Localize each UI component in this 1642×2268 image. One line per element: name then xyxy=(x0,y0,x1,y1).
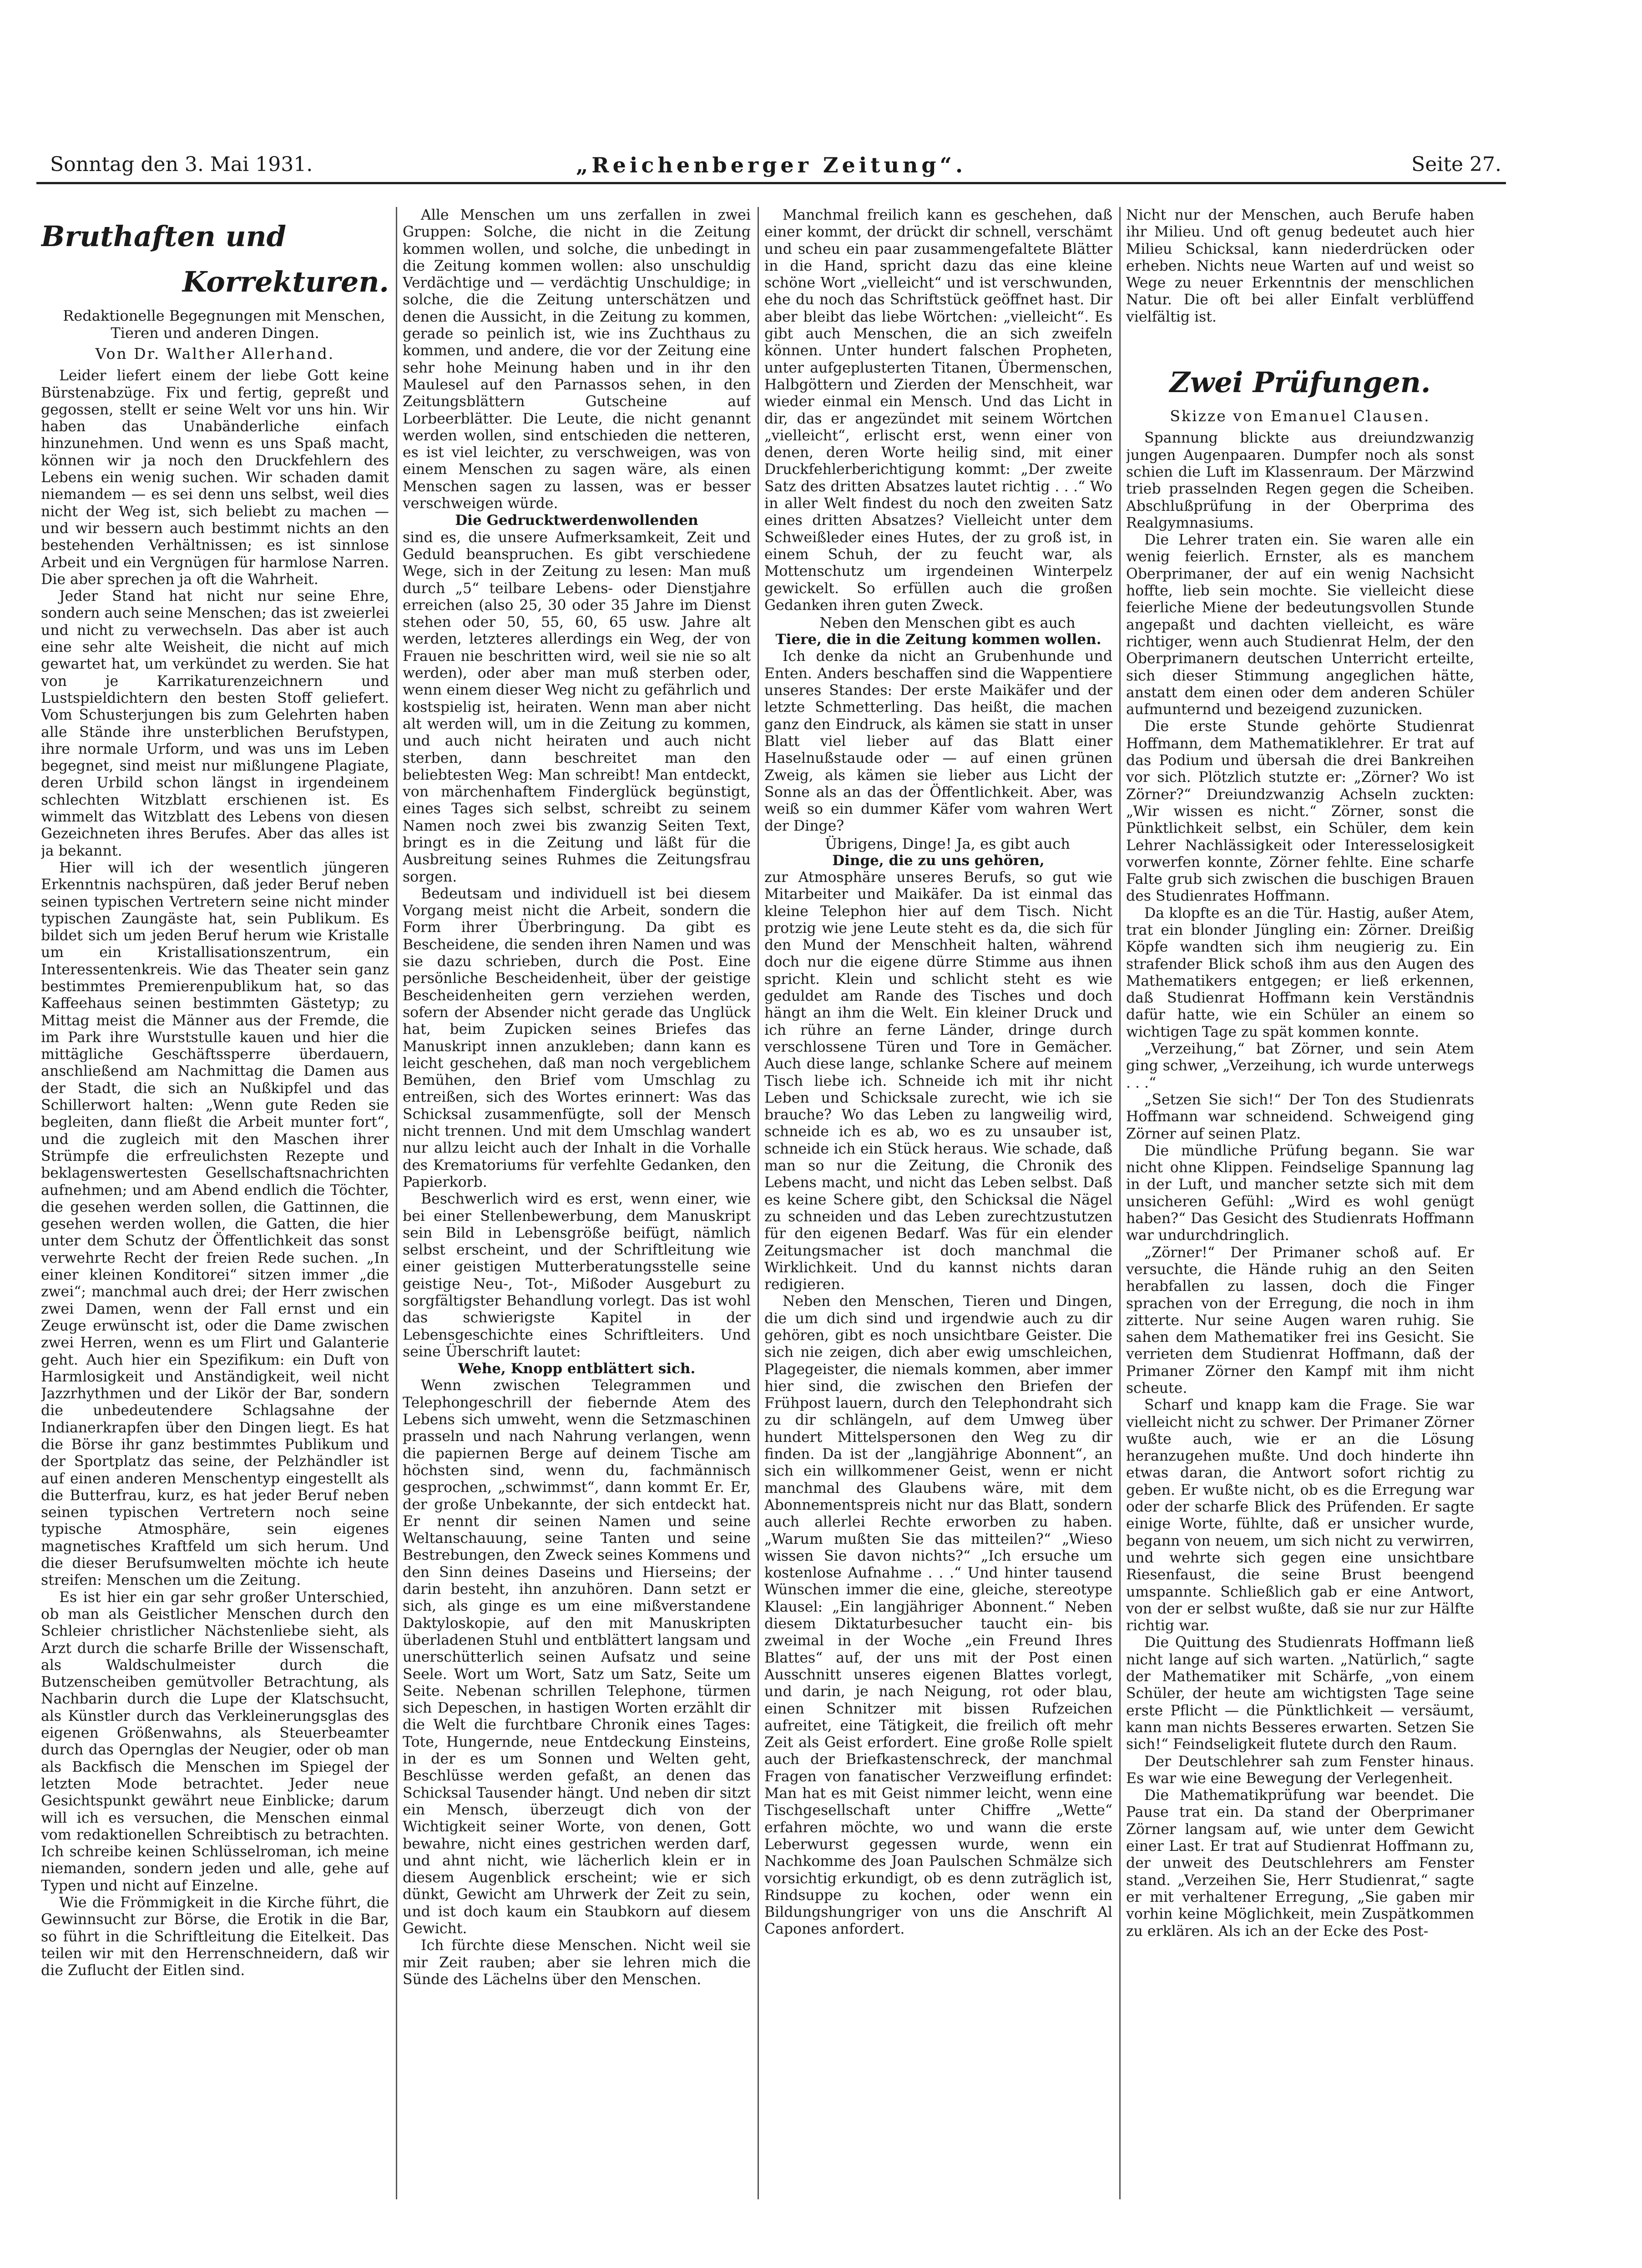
paragraph: Manchmal freilich kann es geschehen, daß einer kommt, der drückt dir schnell, verschämt und scheu ein paar zusammengefaltete Blätter in die Hand, spricht dazu das eine kleine schöne Wort „vielleicht“ und ist verschwunden, ehe du noch das Schriftstück geöffnet hast. Dir aber bleibt das liebe Wörtchen: „vielleicht“. Es gibt auch Menschen, die an sich zweifeln können. Unter hundert falschen Propheten, unter aufgeplusterten Titanen, Übermenschen, Halbgöttern und Zierden der Menschheit, war wieder einmal ein Mensch. Und das Licht in dir, das er angezündet mit seinem Wörtchen „vielleicht“, erlischt erst, wenn einer von denen, deren Worte heilig sind, mit einer Druckfehlerberichtigung kommt: „Der zweite Satz des dritten Absatzes lautet richtig . . .“ Wo in aller Welt findest du noch den zweiten Satz eines dritten Absatzes? Vielleicht unter dem Schweißleder eines Hutes, der zu groß ist, in einem Schuh, der zu feucht war, als Mottenschutz um irgendeinen Winterpelz gewickelt. So erfüllen auch die großen Gedanken ihren guten Zweck. xyxy=(764,207,1112,614)
header-date: Sonntag den 3. Mai 1931. xyxy=(50,153,313,176)
paragraph: Scharf und knapp kam die Frage. Sie war vielleicht nicht zu schwer. Der Primaner Zörner wußte auch, wie er an die Lösung heranzugehen mußte. Und doch hinderte ihn etwas daran, die Antwort sofort richtig zu geben. Er wußte nicht, ob es die Erregung war oder der scharfe Blick des Prüfenden. Er sagte einige Worte, fühlte, daß er unsicher wurde, begann von neuem, um sich nicht zu verwirren, und wehrte sich gegen eine unsichtbare Riesenfaust, die seine Brust beengend umspannte. Schließlich gab er eine Antwort, von der er selbst wußte, daß sie nur zur Hälfte richtig war. xyxy=(1126,1397,1474,1634)
header-page-number: Seite 27. xyxy=(1411,153,1501,176)
column-rule xyxy=(396,207,397,2199)
paragraph: Hier will ich der wesentlich jüngeren Erkenntnis nachspüren, daß jeder Beruf neben seinen typischen Vertretern seine nicht minder typischen Zaungäste hat, sein Publikum. Es bildet sich um jeden Beruf herum wie Kristalle um ein Kristallisationszentrum, ein Interessentenkreis. Wie das Theater sein ganz bestimmtes Premierenpublikum hat, so das Kaffeehaus seinen bestimmten Gästetyp; zu Mittag meist die Männer aus der Fremde, die im Park ihre Wurststulle kauen und hier die mittägliche Geschäftssperre überdauern, anschließend am Nachmittag die Damen aus der Stadt, die sich an Nußkipfel und das Schillerwort halten: „Wenn gute Reden sie begleiten, dann fließt die Arbeit munter fort“, und die zugleich mit den Maschen ihrer Strümpfe die erfreulichsten Rezepte und beklagenswertesten Gesellschaftsnachrichten aufnehmen; und am Abend endlich die Töchter, die gesehen werden sollen, die Gattinnen, die gesehen werden wollen, die Gatten, die hier unter dem Schutz der Öffentlichkeit das sonst verwehrte Recht der freien Rede suchen. „In einer kleinen Konditorei“ sitzen immer „die zwei“; manchmal auch drei; der Herr zwischen zwei Damen, wenn der Fall ernst und ein Zeuge erwünscht ist, oder die Dame zwischen zwei Herren, wenn es um Flirt und Galanterie geht. Auch hier ein Spezifikum: ein Duft von Harmlosigkeit und Anständigkeit, weil nicht Jazzrhythmen und der Likör der Bar, sondern die unbedeutendere Schlagsahne der Indianerkrapfen über den Dingen liegt. Es hat die Börse ihr ganz bestimmtes Publikum und der Sportplatz das seine, der Pelzhändler ist auf einen anderen Menschentyp eingestellt als die Butterfrau, kurz, es hat jeder Beruf neben seinen typischen Vertretern noch seine typische Atmosphäre, sein eigenes magnetisches Kraftfeld um sich herum. Und die dieser Berufsumwelten möchte ich heute streifen: Menschen um die Zeitung. xyxy=(41,859,389,1589)
header-title: „Reichenberger Zeitung“. xyxy=(576,153,967,177)
column-rule xyxy=(1119,207,1121,2199)
section-heading: Wehe, Knopp entblättert sich. xyxy=(458,1361,696,1377)
column-4 xyxy=(1126,207,1474,2208)
paragraph: Die mündliche Prüfung begann. Sie war nicht ohne Klippen. Feindselige Spannung lag in der Luft, und mancher setzte sich mit dem unsicheren Gefühl: „Wird es wohl genügt haben?“ Das Gesicht des Studienrats Hoffmann war undurchdringlich. xyxy=(1126,1142,1474,1244)
paragraph: Es ist hier ein gar sehr großer Unterschied, ob man als Geistlicher Menschen durch den Schleier christlicher Nächstenliebe sieht, als Arzt durch die scharfe Brille der Wissenschaft, als Waldschulmeister durch die Butzenscheiben gemütvoller Betrachtung, als Nachbarin durch die Lupe der Klatschsucht, als Künstler durch das Verkleinerungsglas des eigenen Größenwahns, als Steuerbeamter durch das Opernglas der Neugier, oder ob man als Backfisch die Menschen im Spiegel der letzten Mode betrachtet. Jeder neue Gesichtspunkt gewährt neue Einblicke; darum will ich es versuchen, die Menschen einmal vom redaktionellen Schreibtisch zu betrachten. Ich schreibe keinen Schlüsselroman, ich meine niemanden, sondern jeden und alle, gehe auf Typen und nicht auf Einzelne. xyxy=(41,1589,389,1894)
paragraph: „Setzen Sie sich!“ Der Ton des Studienrats Hoffmann war schneidend. Schweigend ging Zörner auf seinen Platz. xyxy=(1126,1091,1474,1142)
section-heading: Die Gedrucktwerdenwollenden xyxy=(455,512,698,529)
article-title-line1: Bruthaften und xyxy=(41,220,286,253)
paragraph: Die erste Stunde gehörte Studienrat Hoffmann, dem Mathematiklehrer. Er trat auf das Podium und übersah die drei Bankreihen vor sich. Plötzlich stutzte er: „Zörner? Wo ist Zörner?“ Dreiundzwanzig Achseln zuckten: „Wir wissen es nicht.“ Zörner, sonst die Pünktlichkeit selbst, ein Schüler, dem kein Lehrer Nachlässigkeit oder Interesselosigkeit vorwerfen konnte, Zörner fehlte. Eine scharfe Falte grub sich zwischen die buschigen Brauen des Studienrates Hoffmann. xyxy=(1126,718,1474,905)
paragraph: sind es, die unsere Aufmerksamkeit, Zeit und Geduld beanspruchen. Es gibt verschiedene Wege, sich in der Zeitung zu lesen: Man muß durch „5“ teilbare Lebens- oder Dienstjahre erreichen (also 25, 30 oder 35 Jahre im Dienst stehen oder 50, 55, 60, 65 usw. Jahre alt werden, letzteres allerdings ein Weg, der von Frauen nie beschritten wird, weil sie nie so alt werden), oder aber man muß sterben oder, wenn einem dieser Weg nicht zu gefährlich und kostspielig ist, heiraten. Wenn man aber nicht alt werden will, um in die Zeitung zu kommen, und auch nicht heiraten und auch nicht sterben, dann beschreitet man den beliebtesten Weg: Man schreibt! Man entdeckt, von märchenhaftem Finderglück begünstigt, eines Tages sich selbst, schreibt zu seinem Namen noch zwei bis zwanzig Seiten Text, bringt es in die Zeitung und läßt für die Ausbreitung seines Ruhmes die Zeitungsfrau sorgen. xyxy=(403,529,751,885)
article-subtitle: Redaktionelle Begegnungen mit Menschen, Tieren und anderen Dingen. xyxy=(63,307,385,342)
section-heading: Dinge, die zu uns gehören, xyxy=(832,852,1045,869)
column-3 xyxy=(764,207,1112,2208)
paragraph: Beschwerlich wird es erst, wenn einer, wie bei einer Stellenbewerbung, dem Manuskript sein Bild in Lebensgröße beifügt, nämlich selbst erscheint, und der Schriftleitung wie einer geistigen Mutterberatungsstelle seine geistige Neu-, Tot-, Mißoder Ausgeburt zu sorgfältigster Behandlung vorlegt. Das ist wohl das schwierigste Kapitel in der Lebensgeschichte eines Schriftleiters. Und seine Überschrift lautet: xyxy=(403,1191,751,1360)
paragraph: Neben den Menschen, Tieren und Dingen, die um dich sind und irgendwie auch zu dir gehören, gibt es noch unsichtbare Geister. Die sich nie zeigen, dich aber ewig umschleichen, Plagegeister, die niemals kommen, aber immer hier sind, die zwischen den Briefen der Frühpost lauern, durch den Telephondraht sich zu dir schlängeln, auf dem Umweg über hundert Mittelspersonen den Weg zu dir finden. Da ist der „langjährige Abonnent“, an sich ein willkommener Geist, wenn er nicht manchmal des Glaubens wäre, mit dem Abonnementspreis nicht nur das Blatt, sondern auch allerlei Rechte erworben zu haben. „Warum mußten Sie das mitteilen?“ „Wieso wissen Sie davon nichts?“ „Ich ersuche um kostenlose Aufnahme . . .“ Und hinter tausend Wünschen immer die eine, gleiche, stereotype Klausel: „Ein langjähriger Abonnent.“ Neben diesem Diktaturbesucher taucht ein- bis zweimal in der Woche „ein Freund Ihres Blattes“ auf, der uns mit der Post einen Ausschnitt unseres eigenen Blattes vorlegt, und darin, je nach Neigung, rot oder blau, einen Schnitzer mit bissen Rufzeichen aufreitet, eine Tätigkeit, die freilich oft mehr Zeit als Geist erfordert. Eine große Rolle spielt auch der Briefkastenschreck, der manchmal Fragen von fanatischer Verzweiflung erfindet: Man hat es mit Geist nimmer leicht, wenn eine Tischgesellschaft unter Chiffre „Wette“ erfahren möchte, wo und wann die erste Leberwurst gegessen wurde, wenn ein Nachkomme des Joan Paulschen Schmälze sich vorsichtig erkundigt, ob es denn zuträglich ist, Rindsuppe zu kochen, oder wenn ein Bildungshungriger von uns die Anschrift Al Capones anfordert. xyxy=(764,1293,1112,1938)
paragraph: Nicht nur der Menschen, auch Berufe haben ihr Milieu. Und oft genug bedeutet auch hier Milieu Schicksal, kann niederdrücken oder erheben. Nichts neue Warten auf und weist so Wege zu neuer Erkenntnis der menschlichen Natur. Die oft bei aller Einfalt verblüffend vielfältig ist. xyxy=(1126,207,1474,325)
paragraph: Wie die Frömmigkeit in die Kirche führt, die Gewinnsucht zur Börse, die Erotik in die Bar, so führt in die Schriftleitung die Eitelkeit. Das teilen wir mit den Herrenschneidern, daß wir die Zuflucht der Eitlen sind. xyxy=(41,1895,389,1979)
paragraph: Jeder Stand hat nicht nur seine Ehre, sondern auch seine Menschen; das ist zweierlei und nicht zu verwechseln. Das aber ist auch eine sehr alte Weisheit, die nicht auf mich gewartet hat, um verkündet zu werden. Sie hat von je Karrikaturenzeichnern und Lustspieldichtern den besten Stoff geliefert. Vom Schusterjungen bis zum Gelehrten haben alle Stände ihre unsterblichen Berufstypen, ihre normale Urform, und was uns im Leben begegnet, sind meist nur mißlungene Plagiate, deren Urbild schon längst in irgendeinem schlechten Witzblatt erschienen ist. Es wimmelt das Witzblatt des Lebens von diesen Gezeichneten ihres Berufes. Aber das alles ist ja bekannt. xyxy=(41,588,389,859)
section-lead: Übrigens, Dinge! Ja, es gibt auch xyxy=(825,835,1070,852)
paragraph: Wenn zwischen Telegrammen und Telephongeschrill der fiebernde Atem des Lebens sich umweht, wenn die Setzmaschinen prasseln und nach Nahrung verlangen, wenn die papiernen Berge auf deinem Tische am höchsten sind, wenn du, fachmännisch gesprochen, „schwimmst“, dann kommt Er. Er, der große Unbekannte, der sich entdeckt hat. Er nennt dir seinen Namen und seine Weltanschauung, seine Tanten und seine Bestrebungen, den Zweck seines Kommens und den Sinn deines Daseins und Hierseins; der darin besteht, ihn anzuhören. Dann setzt er sich, als ginge es um eine mißverstandene Daktyloskopie, auf den mit Manuskripten überladenen Stuhl und entblättert langsam und unerschütterlich seinen Aufsatz und seine Seele. Wort um Wort, Satz um Satz, Seite um Seite. Nebenan schrillen Telephone, türmen sich Depeschen, in hastigen Worten erzählt dir die Welt die furchtbare Chronik eines Tages: Tote, Hungernde, neue Entdeckung Einsteins, in der es um Sonnen und Welten geht, Beschlüsse werden gefaßt, an denen das Schicksal Tausender hängt. Und neben dir sitzt ein Mensch, überzeugt dich von der Wichtigkeit seiner Worte, von denen, Gott bewahre, nicht eines gestrichen werden darf, und ahnt nicht, wie lächerlich klein er in diesem Augenblick erscheint; wie er sich dünkt, Gewicht am Uhrwerk der Zeit zu sein, und ist doch kaum ein Staubkorn auf diesem Gewicht. xyxy=(403,1377,751,1937)
paragraph: Die Mathematikprüfung war beendet. Die Pause trat ein. Da stand der Oberprimaner Zörner langsam auf, wie unter dem Gewicht einer Last. Er trat auf Studienrat Hoffmann zu, der unweit des Deutschlehrers am Fenster stand. „Verzeihen Sie, Herr Studienrat,“ sagte er mit verhaltener Erregung, „Sie gaben mir vorhin keine Möglichkeit, mein Zuspätkommen zu erklären. Als ich an der Ecke des Post- xyxy=(1126,1787,1474,1940)
column-rule xyxy=(758,207,759,2199)
paragraph: Die Quittung des Studienrats Hoffmann ließ nicht lange auf sich warten. „Natürlich,“ sagte der Mathematiker mit Schärfe, „von einem Schüler, der heute am wichtigsten Tage seine erste Pflicht — die Pünktlichkeit — versäumt, kann man nichts Besseres erwarten. Setzen Sie sich!“ Feindseligkeit flutete durch den Raum. xyxy=(1126,1634,1474,1753)
paragraph: „Verzeihung,“ bat Zörner, und sein Atem ging schwer, „Verzeihung, ich wurde unterwegs . . .“ xyxy=(1126,1041,1474,1091)
article-byline: Von Dr. Walther Allerhand. xyxy=(95,345,335,363)
paragraph: Bedeutsam und individuell ist bei diesem Vorgang meist nicht die Arbeit, sondern die Form ihrer Überbringung. Da gibt es Bescheidene, die senden ihren Namen und was sie dazu schrieben, durch die Post. Eine persönliche Bescheidenheit, über der geistige Bescheidenheiten gern verziehen werden, sofern der Absender nicht gerade das Unglück hat, beim Zupicken seines Briefes das Manuskript innen anzukleben; dann kann es leicht geschehen, daß man noch vergeblichem Bemühen, den Brief vom Umschlag zu entreißen, sich des Wortes erinnert: Was das Schicksal zusammenfügte, soll der Mensch nicht trennen. Und mit dem Umschlag wandert nur allzu leicht auch der Inhalt in die Vorhalle des Krematoriums für verfehlte Gedanken, den Papierkorb. xyxy=(403,885,751,1190)
paragraph: „Zörner!“ Der Primaner schoß auf. Er versuchte, die Hände ruhig an den Seiten herabfallen zu lassen, doch die Finger sprachen von der Erregung, die noch in ihm zitterte. Nur seine Augen waren ruhig. Sie sahen dem Mathematiker frei ins Gesicht. Sie verrieten dem Studienrat Hoffmann, daß der Primaner Zörner den Kampf mit ihm nicht scheute. xyxy=(1126,1244,1474,1396)
paragraph: Da klopfte es an die Tür. Hastig, außer Atem, trat ein blonder Jüngling ein: Zörner. Dreißig Köpfe wandten sich ihm neugierig zu. Ein strafender Blick schoß ihm aus den Augen des Mathematikers entgegen; er ließ erkennen, daß Studienrat Hoffmann kein Verständnis dafür hatte, wie ein Schüler an einem so wichtigen Tage zu spät kommen konnte. xyxy=(1126,905,1474,1040)
paragraph: Der Deutschlehrer sah zum Fenster hinaus. Es war wie eine Bewegung der Verlegenheit. xyxy=(1126,1753,1474,1787)
story-title: Zwei Prüfungen. xyxy=(1169,366,1431,399)
column-1 xyxy=(41,207,389,2208)
section-heading: Tiere, die in die Zeitung kommen wollen. xyxy=(775,631,1101,648)
section-lead: Neben den Menschen gibt es auch xyxy=(819,614,1076,632)
paragraph: Ich fürchte diese Menschen. Nicht weil sie mir Zeit rauben; aber sie lehren mich die Sünde des Lächelns über den Menschen. xyxy=(403,1937,751,1988)
paragraph: Spannung blickte aus dreiundzwanzig jungen Augenpaaren. Dumpfer noch als sonst schien die Luft im Klassenraum. Der Märzwind trieb prasselnden Regen gegen die Scheiben. Abschlußprüfung in der Oberprima des Realgymnasiums. xyxy=(1126,430,1474,531)
paragraph: zur Atmosphäre unseres Berufs, so gut wie Mitarbeiter und Maikäfer. Da ist einmal das kleine Telephon hier auf dem Tisch. Nicht protzig wie jene Leute steht es da, die sich für den Mund der Menschheit halten, während doch nur die eigene dürre Stimme aus ihnen spricht. Klein und schlicht steht es wie geduldet am Rande des Tisches und doch hängt an ihm die Welt. Ein kleiner Druck und ich rühre an ferne Länder, dringe durch verschlossene Türen und Tore in Gemächer. Auch diese lange, schlanke Schere auf meinem Tisch liebe ich. Schneide ich mit ihr nicht Leben und Schicksale zurecht, wie ich sie brauche? Wo das Leben zu langweilig wird, schneide ich es ab, wo es zu unsauber ist, schneide ich ein Stück heraus. Wie schade, daß man so nur die Zeitung, die Chronik des Lebens macht, und nicht das Leben selbst. Daß es keine Schere gibt, den Schicksal die Nägel zu schneiden und das Leben zurechtzustutzen für den eigenen Bedarf. Was für ein elender Zeitungsmacher ist doch manchmal die Wirklichkeit. Und du kannst nichts daran redigieren. xyxy=(764,869,1112,1293)
column-2 xyxy=(403,207,751,2208)
paragraph: Ich denke da nicht an Grubenhunde und Enten. Anders beschaffen sind die Wappentiere unseres Standes: Der erste Maikäfer und der letzte Schmetterling. Das heißt, die machen ganz den Eindruck, als kämen sie statt in unser Blatt viel lieber auf das Blatt einer Haselnußstaude oder — auf einen grünen Zweig, als kämen sie lieber aus Licht der Sonne als an das der Öffentlichkeit. Aber, was weiß so ein dummer Käfer vom wahren Wert der Dinge? xyxy=(764,648,1112,835)
paragraph: Alle Menschen um uns zerfallen in zwei Gruppen: Solche, die nicht in die Zeitung kommen wollen, und solche, die unbedingt in die Zeitung kommen wollen: also unschuldig Verdächtige und — verdächtig Unschuldige; in solche, die die Zeitung unterschätzen und denen die Aussicht, in die Zeitung zu kommen, gerade so peinlich ist, wie ins Zuchthaus zu kommen, und andere, die vor der Zeitung eine sehr hohe Meinung haben und in ihr den Maulesel auf den Parnassos sehen, in den Zeitungsblättern Gutscheine auf Lorbeerblätter. Die Leute, die nicht genannt werden wollen, sind entschieden die netteren, es ist viel leichter, zu verschweigen, was von einem Menschen zu sagen wäre, als einen Menschen sagen zu lassen, was er besser verschweigen würde. xyxy=(403,207,751,512)
paragraph: Leider liefert einem der liebe Gott keine Bürstenabzüge. Fix und fertig, gepreßt und gegossen, stellt er seine Welt vor uns hin. Wir haben das Unabänderliche einfach hinzunehmen. Und wenn es uns Spaß macht, können wir ja noch den Druckfehlern des Lebens ein wenig suchen. Wir schaden damit niemandem — es sei denn uns selbst, weil dies nicht der Weg ist, sich beliebt zu machen — und wir bessern auch bestimmt nichts an den bestehenden Verhältnissen; es ist sinnlose Arbeit und ein Vergnügen für harmlose Narren. Die aber sprechen ja oft die Wahrheit. xyxy=(41,368,389,588)
newspaper-page xyxy=(36,150,1506,2224)
story-byline: Skizze von Emanuel Clausen. xyxy=(1170,407,1430,425)
page-header xyxy=(36,150,1506,184)
paragraph: Die Lehrer traten ein. Sie waren alle ein wenig feierlich. Ernster, als es manchem Oberprimaner, der auf ein wenig Nachsicht hoffte, lieb sein mochte. Sie vielleicht diese feierliche Miene der bedeutungsvollen Stunde angepaßt und dachten vielleicht, es wäre richtiger, wenn auch Studienrat Helm, der den Oberprimanern deutschen Unterricht erteilte, sich dieser Stimmung angeglichen hätte, anstatt dem einen oder dem anderen Schüler aufmunternd und bezeigend zuzunicken. xyxy=(1126,532,1474,718)
article-title-line2: Korrekturen. xyxy=(182,265,389,298)
